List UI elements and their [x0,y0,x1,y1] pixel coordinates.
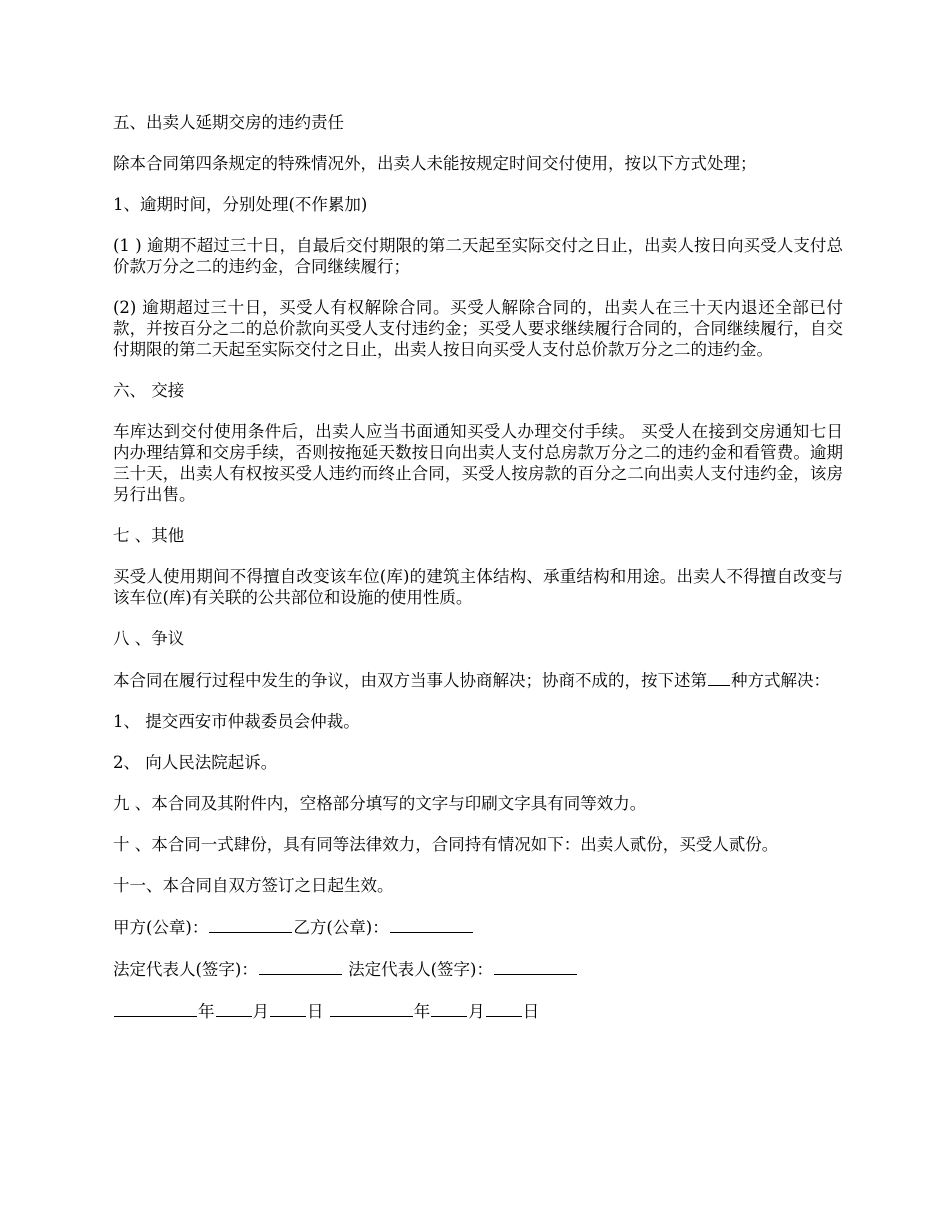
date-a-day-label: 日 [307,1002,324,1021]
date-a-year-label: 年 [198,1002,215,1021]
section-8-body-b: 种方式解决： [731,671,830,690]
section-5-item-1: 1、逾期时间，分别处理(不作累加) [113,195,368,214]
section-5-item-1-2: (2) 逾期超过三十日，买受人有权解除合同。买受人解除合同的，出卖人在三十天内退还全部已付款，并按百分之二的总价款向买受人支付违约金；买受人要求继续履行合同的，合同继续履行，自交付期限的第二天起至实际交付之日止，出卖人按日向买受人支付总价款万分之二的违约金。 [113,298,843,359]
section-7-body: 买受人使用期间不得擅自改变该车位(库)的建筑主体结构、承重结构和用途。出卖人不得擅自改变与该车位(库)有关联的公共部位和设施的使用性质。 [113,567,843,607]
rep-a-blank[interactable] [259,958,342,975]
section-5-intro: 除本合同第四条规定的特殊情况外，出卖人未能按规定时间交付使用，按以下方式处理； [113,154,757,173]
section-7-title: 七 、其他 [113,526,185,545]
date-b-day-label: 日 [522,1002,540,1021]
date-b-month-blank[interactable] [431,1000,467,1017]
choice-blank[interactable] [708,669,730,686]
section-5-item-1-1: (1 ) 逾期不超过三十日，自最后交付期限的第二天起至实际交付之日止，出卖人按日向买受人支付总价款万分之二的违约金，合同继续履行； [113,236,843,276]
rep-b-label: 法定代表人(签字)： [348,960,493,979]
representative-row [113,958,843,980]
rep-a-label: 法定代表人(签字)： [113,960,258,979]
section-10: 十 、本合同一式肆份，具有同等法律效力，合同持有情况如下：出卖人贰份，买受人贰份。 [113,835,779,854]
contract-page [113,112,843,1042]
section-5-title: 五、出卖人延期交房的违约责任 [113,113,344,132]
section-6-body: 车库达到交付使用条件后，出卖人应当书面通知买受人办理交付手续。 买受人在接到交房通知七日内办理结算和交房手续，否则按拖延天数按日向出卖人支付总房款万分之二的违约金和看管费。逾期三十天，出卖人有权按买受人违约而终止合同，买受人按房款的百分之二向出卖人支付违约金，该房另行出售。 [113,422,843,504]
seal-row [113,916,843,938]
date-a-year-blank[interactable] [114,1000,197,1017]
date-row [113,1000,843,1022]
date-b-month-label: 月 [468,1002,485,1021]
rep-b-blank[interactable] [494,958,577,975]
party-b-seal-label: 乙方(公章)： [293,918,389,937]
party-b-seal-blank[interactable] [390,916,473,933]
date-b-year-blank[interactable] [330,1000,413,1017]
date-b-year-label: 年 [413,1002,431,1021]
section-8-body-a: 本合同在履行过程中发生的争议，由双方当事人协商解决；协商不成的，按下述第 [113,671,707,690]
date-a-day-blank[interactable] [270,1000,306,1017]
section-8-title: 八 、争议 [113,629,185,648]
section-11: 十一、本合同自双方签订之日起生效。 [113,876,394,895]
party-a-seal-label: 甲方(公章)： [113,918,209,937]
section-8-option-2: 2、 向人民法院起诉。 [113,753,278,772]
section-6-title: 六、 交接 [113,381,185,400]
section-8-option-1: 1、 提交西安市仲裁委员会仲裁。 [113,712,360,731]
section-9: 九 、本合同及其附件内，空格部分填写的文字与印刷文字具有同等效力。 [113,794,647,813]
section-8-body [113,669,843,691]
date-b-day-blank[interactable] [486,1000,522,1017]
date-a-month-label: 月 [252,1002,269,1021]
date-a-month-blank[interactable] [216,1000,252,1017]
party-a-seal-blank[interactable] [209,916,292,933]
